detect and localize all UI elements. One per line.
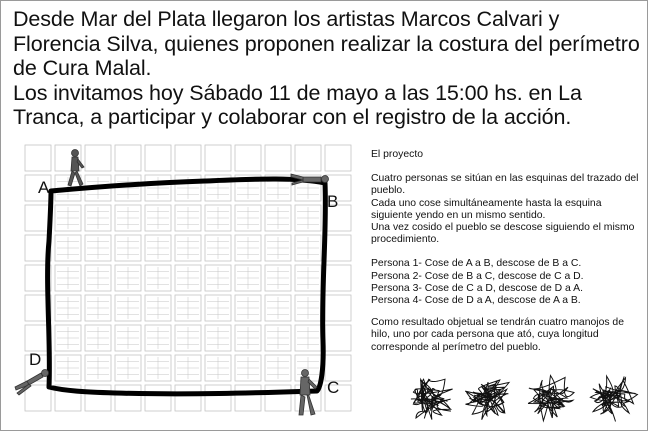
city-block [325, 295, 351, 321]
project-result: Como resultado objetual se tendrán cuatro manojos de hilo, uno por cada persona que ató, cuya longitud corresponde al perímetro del pueblo. [371, 317, 624, 353]
corner-label-d: D [29, 350, 42, 369]
city-block [115, 385, 141, 411]
headline [13, 7, 643, 130]
corner-label-c: C [327, 378, 340, 397]
thread-bundle-icon [411, 379, 453, 419]
project-title: El proyecto [371, 149, 423, 160]
city-block [325, 145, 351, 171]
headline-paragraph-1: Desde Mar del Plata llegaron los artistas Marcos Calvari y Florencia Silva, quienes proponen realizar la costura del perímetro de Cura Malal. [13, 7, 640, 80]
city-block [325, 235, 351, 261]
city-block [25, 385, 51, 411]
city-block [325, 325, 351, 351]
corner-label-b: B [327, 192, 339, 211]
city-block [85, 145, 111, 171]
person-2-instruction: Persona 2- Cose de B a C, descose de C a D. [371, 270, 584, 282]
sitting-person-icon [15, 370, 49, 396]
city-block [205, 385, 231, 411]
city-block [205, 145, 231, 171]
headline-paragraph-2: Los invitamos hoy Sábado 11 de mayo a las 15:00 hs. en La Tranca, a participar y colaborar con el registro de la acción. [13, 80, 582, 129]
city-block [235, 385, 261, 411]
city-block [325, 265, 351, 291]
thread-bundle-icon [590, 376, 637, 421]
corner-label-a: A [38, 178, 50, 197]
walking-person-icon [68, 150, 84, 187]
thread-bundles-drawing [399, 369, 641, 427]
city-block [175, 145, 201, 171]
city-block [145, 385, 171, 411]
city-block [115, 145, 141, 171]
city-block [295, 145, 321, 171]
thread-bundle-icon [465, 380, 509, 420]
person-3-instruction: Persona 3- Cose de C a D, descose de D a A. [371, 282, 583, 294]
city-block [85, 385, 111, 411]
project-intro-2: Cada uno cose simultáneamente hasta la esquina siguiente yendo en un mismo sentido. [371, 197, 602, 221]
town-map [5, 141, 361, 433]
project-description [371, 149, 643, 354]
person-1-instruction: Persona 1- Cose de A a B, descose de B a C. [371, 258, 582, 270]
thread-bundles [399, 369, 641, 427]
thread-scribble [411, 379, 453, 419]
city-block [265, 385, 291, 411]
city-block [25, 205, 51, 231]
person-4-instruction: Persona 4- Cose de D a A, descose de A a B. [371, 295, 581, 307]
thread-scribble [528, 376, 574, 421]
city-block [145, 145, 171, 171]
city-block [25, 145, 51, 171]
thread-scribble [590, 376, 637, 421]
thread-bundle-icon [528, 376, 574, 421]
town-map-drawing [5, 141, 361, 433]
project-intro-1: Cuatro personas se sitúan en las esquinas del trazado del pueblo. [371, 173, 639, 197]
project-intro-3: Una vez cosido el pueblo se descose siguiendo el mismo procedimiento. [371, 222, 635, 246]
thread-scribble [465, 380, 509, 420]
city-block [265, 145, 291, 171]
city-block [235, 145, 261, 171]
city-block [175, 385, 201, 411]
